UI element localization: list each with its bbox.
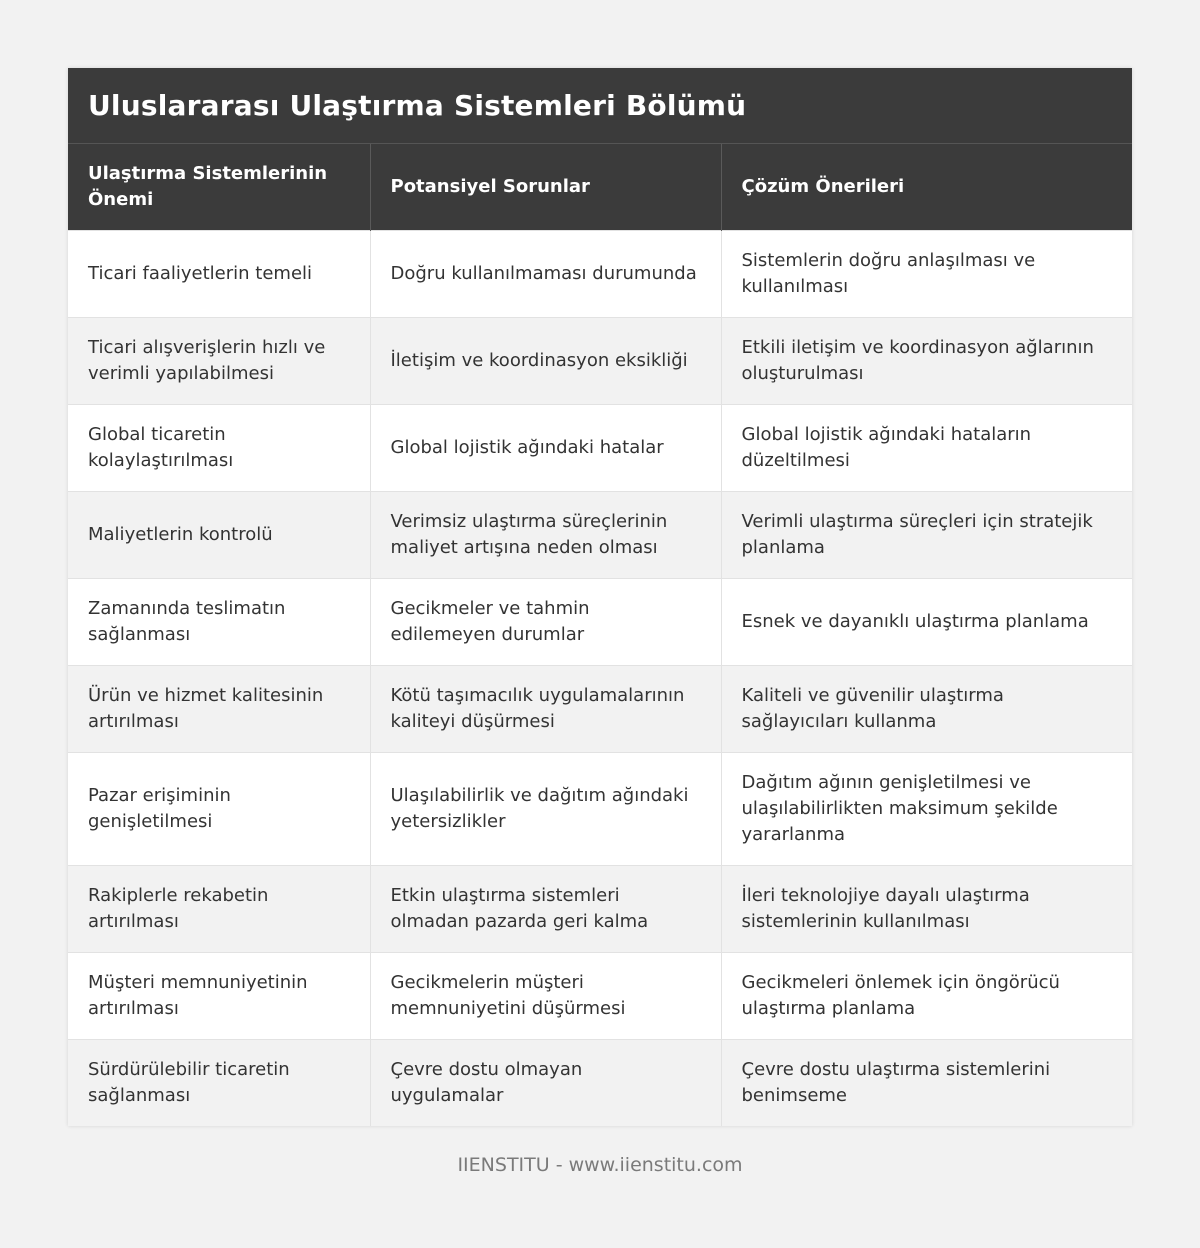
table-cell: Ulaşılabilirlik ve dağıtım ağındaki yetersizlikler (370, 752, 721, 865)
table-cell: Maliyetlerin kontrolü (68, 491, 370, 578)
table-cell: Gecikmelerin müşteri memnuniyetini düşürmesi (370, 952, 721, 1039)
table-row (68, 952, 1132, 1039)
data-table (68, 144, 1132, 1126)
table-cell: Zamanında teslimatın sağlanması (68, 578, 370, 665)
table-cell: Pazar erişiminin genişletilmesi (68, 752, 370, 865)
table-cell: Verimsiz ulaştırma süreçlerinin maliyet artışına neden olması (370, 491, 721, 578)
table-cell: Etkin ulaştırma sistemleri olmadan pazarda geri kalma (370, 865, 721, 952)
column-header-importance: Ulaştırma Sistemlerinin Önemi (68, 144, 370, 230)
table-cell: Esnek ve dayanıklı ulaştırma planlama (721, 578, 1132, 665)
table-cell: Dağıtım ağının genişletilmesi ve ulaşılabilirlikten maksimum şekilde yararlanma (721, 752, 1132, 865)
table-cell: Verimli ulaştırma süreçleri için stratejik planlama (721, 491, 1132, 578)
table-row (68, 665, 1132, 752)
table-cell: Kaliteli ve güvenilir ulaştırma sağlayıcıları kullanma (721, 665, 1132, 752)
page-title: Uluslararası Ulaştırma Sistemleri Bölümü (88, 89, 747, 122)
table-cell: İleri teknolojiye dayalı ulaştırma sistemlerinin kullanılması (721, 865, 1132, 952)
column-header-problems: Potansiyel Sorunlar (370, 144, 721, 230)
table-row (68, 491, 1132, 578)
table-row (68, 752, 1132, 865)
table-row (68, 230, 1132, 317)
column-header-solutions: Çözüm Önerileri (721, 144, 1132, 230)
table-cell: Ticari faaliyetlerin temeli (68, 230, 370, 317)
table-cell: Ürün ve hizmet kalitesinin artırılması (68, 665, 370, 752)
table-cell: Sistemlerin doğru anlaşılması ve kullanılması (721, 230, 1132, 317)
table-cell: Ticari alışverişlerin hızlı ve verimli yapılabilmesi (68, 317, 370, 404)
table-cell: Global ticaretin kolaylaştırılması (68, 404, 370, 491)
table-cell: Gecikmeleri önlemek için öngörücü ulaştırma planlama (721, 952, 1132, 1039)
table-row (68, 865, 1132, 952)
table-card (68, 68, 1132, 1126)
table-cell: Doğru kullanılmaması durumunda (370, 230, 721, 317)
table-cell: İletişim ve koordinasyon eksikliği (370, 317, 721, 404)
header-row (68, 144, 1132, 230)
table-row (68, 404, 1132, 491)
table-row (68, 1039, 1132, 1126)
table-cell: Global lojistik ağındaki hataların düzeltilmesi (721, 404, 1132, 491)
table-cell: Etkili iletişim ve koordinasyon ağlarının oluşturulması (721, 317, 1132, 404)
footer-credit: IIENSTITU - www.iienstitu.com (457, 1154, 743, 1176)
table-row (68, 317, 1132, 404)
title-bar (68, 68, 1132, 144)
table-cell: Çevre dostu olmayan uygulamalar (370, 1039, 721, 1126)
table-cell: Global lojistik ağındaki hatalar (370, 404, 721, 491)
table-cell: Gecikmeler ve tahmin edilemeyen durumlar (370, 578, 721, 665)
table-cell: Çevre dostu ulaştırma sistemlerini benimseme (721, 1039, 1132, 1126)
table-cell: Müşteri memnuniyetinin artırılması (68, 952, 370, 1039)
table-cell: Rakiplerle rekabetin artırılması (68, 865, 370, 952)
table-cell: Kötü taşımacılık uygulamalarının kaliteyi düşürmesi (370, 665, 721, 752)
table-cell: Sürdürülebilir ticaretin sağlanması (68, 1039, 370, 1126)
table-row (68, 578, 1132, 665)
